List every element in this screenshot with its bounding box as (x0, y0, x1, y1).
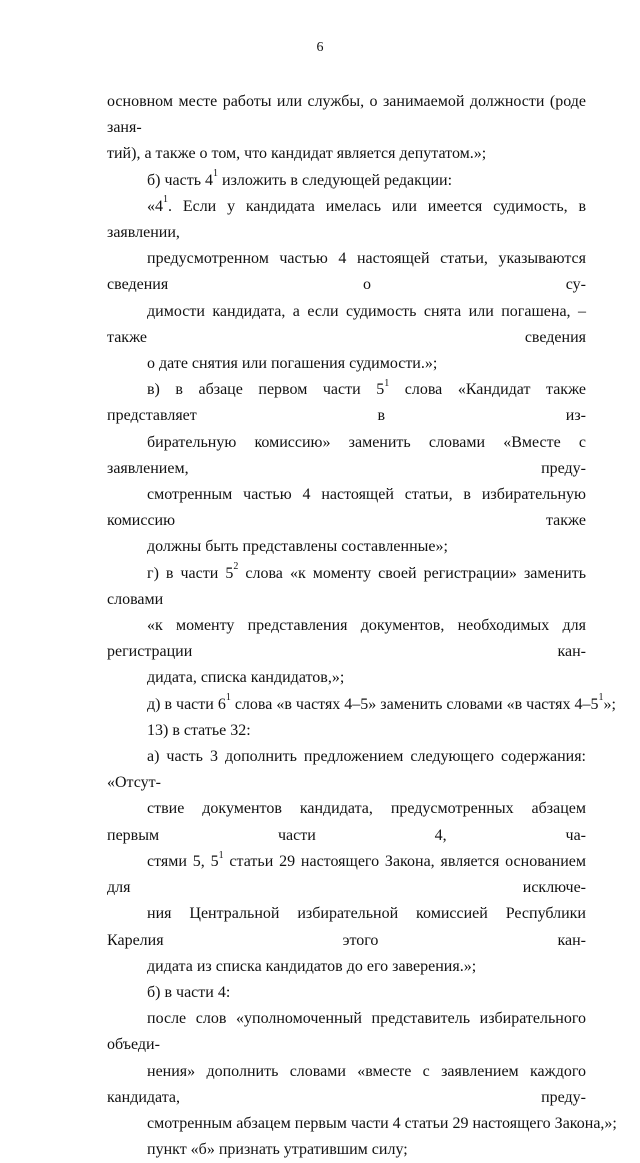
paragraph (107, 980, 586, 1006)
text-run: 13) в статье 32: (147, 721, 251, 739)
text-run: ния Центральной избирательной комиссией Республики Карелия этого кан- (107, 905, 586, 949)
paragraph (107, 377, 586, 560)
text-run: статьи 29 настоящего Закона, является основанием для исключе- (107, 852, 586, 897)
text-run: в) в абзаце первом части 5 (147, 381, 385, 399)
text-run: дидата, списка кандидатов,»; (147, 669, 345, 687)
text-run: стями 5, 5 (147, 852, 219, 870)
text-run: тий), а также о том, что кандидат является депутатом.»; (107, 145, 487, 163)
paragraph (107, 194, 586, 377)
superscript: 1 (598, 692, 604, 704)
text-run: ствие документов кандидата, предусмотренных абзацем первым части 4, ча- (107, 800, 586, 844)
text-run: . Если у кандидата имелась или имеется судимость, в заявлении, (107, 197, 586, 242)
paragraph (107, 1006, 617, 1137)
superscript: 1 (384, 377, 390, 389)
paragraph (107, 744, 586, 980)
text-line (107, 1137, 586, 1163)
text-run: слова «к моменту своей регистрации» заменить словами (107, 564, 586, 608)
paragraph (107, 718, 586, 744)
text-line (107, 246, 586, 298)
text-line (107, 1006, 586, 1058)
text-line (107, 482, 586, 534)
text-run: б) часть 4 (147, 171, 214, 189)
text-line (107, 1111, 617, 1137)
text-run: основном месте работы или службы, о занимаемой должности (роде заня- (107, 93, 586, 137)
text-run: после слов «уполномоченный представитель избирательного объеди- (107, 1010, 586, 1054)
text-run: пункт «б» признать утратившим силу; (147, 1141, 408, 1159)
superscript: 2 (233, 561, 239, 573)
text-run: б) в части 4: (147, 983, 231, 1001)
text-line (107, 1059, 586, 1111)
text-run: слова «Кандидат также представляет в из- (107, 381, 587, 425)
text-run: предусмотренном частью 4 настоящей статьи, указываются сведения о су- (107, 250, 586, 294)
text-run: смотренным частью 4 настоящей статьи, в избирательную комиссию также (107, 486, 586, 530)
superscript: 1 (218, 849, 224, 861)
text-line (107, 561, 586, 613)
paragraph (107, 692, 616, 718)
text-line (107, 534, 586, 560)
text-run: д) в части 6 (147, 695, 226, 713)
text-line (107, 613, 586, 665)
paragraph (107, 561, 586, 692)
text-line (107, 718, 586, 744)
text-line (107, 351, 586, 377)
text-line (107, 377, 586, 429)
text-run: «к моменту представления документов, необходимых для регистрации кан- (107, 617, 586, 661)
text-line (107, 954, 586, 980)
superscript: 1 (163, 194, 168, 206)
text-run: изложить в следующей редакции: (218, 171, 453, 189)
text-line (107, 299, 586, 351)
superscript: 1 (225, 692, 231, 704)
paragraph (107, 89, 586, 168)
text-run: нения» дополнить словами «вместе с заявлением каждого кандидата, преду- (107, 1062, 586, 1106)
text-line (107, 901, 586, 953)
text-line (107, 168, 586, 194)
text-run: »; (603, 695, 616, 713)
text-run: слова «в частях 4–5» заменить словами «в частях 4–5 (230, 695, 599, 713)
text-line (107, 796, 586, 848)
text-run: «4 (147, 197, 163, 215)
text-line (107, 89, 586, 141)
page-number: 6 (316, 40, 324, 55)
text-run: должны быть представлены составленные»; (147, 538, 448, 556)
text-line (107, 141, 586, 167)
text-run: бирательную комиссию» заменить словами «Вместе с заявлением, преду- (107, 433, 586, 477)
text-line (107, 665, 586, 691)
text-line (107, 430, 586, 482)
text-run: о дате снятия или погашения судимости.»; (147, 355, 438, 373)
text-line (107, 194, 586, 246)
document-body (107, 89, 617, 1163)
text-line (107, 744, 586, 796)
text-run: димости кандидата, а если судимость снята или погашена, – также сведения (107, 302, 586, 346)
text-line (107, 692, 616, 718)
text-line (107, 980, 586, 1006)
paragraph (107, 168, 586, 194)
text-line (107, 849, 586, 901)
superscript: 1 (213, 168, 219, 180)
text-run: а) часть 3 дополнить предложением следующего содержания: «Отсут- (107, 748, 586, 792)
text-run: дидата из списка кандидатов до его заверения.»; (147, 957, 477, 975)
text-run: смотренным абзацем первым части 4 статьи 29 настоящего Закона,»; (147, 1114, 617, 1132)
text-run: г) в части 5 (147, 564, 234, 582)
paragraph (107, 1137, 586, 1163)
